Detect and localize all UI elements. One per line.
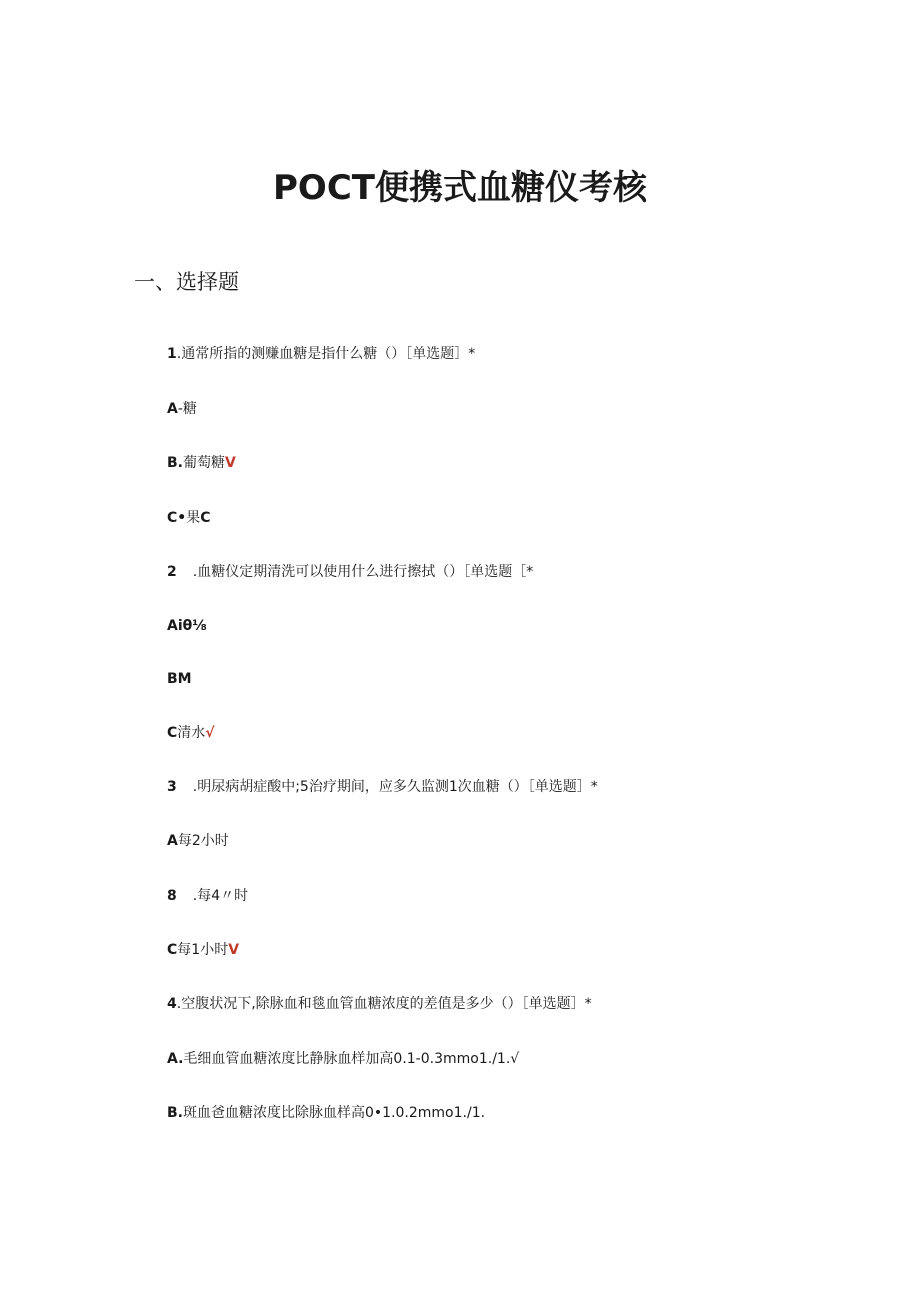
option-text: 清水 (177, 725, 206, 741)
option-label: B. (167, 455, 183, 471)
option-suffix: C (200, 510, 211, 526)
question-number: 1 (167, 346, 177, 362)
option-3c (167, 940, 239, 960)
question-number: 2 (167, 564, 177, 580)
option-text: 每2小时 (177, 833, 229, 849)
option-1b (167, 453, 236, 473)
option-4a (167, 1049, 519, 1069)
question-text: .通常所指的测赚血糖是指什么糖（）［单选题］* (176, 346, 476, 362)
option-text: -糖 (177, 401, 197, 417)
option-text: .每4〃时 (192, 888, 249, 904)
option-2b: BM (167, 671, 192, 687)
question-number: 4 (167, 996, 177, 1012)
correct-mark-icon: V (225, 455, 236, 471)
option-2a: Aiθ⅛ (167, 618, 207, 634)
option-label: A (167, 401, 178, 417)
question-number: 3 (167, 779, 177, 795)
question-text: .明尿病胡症酸中;5治疗期间，应多久监测1次血糖（）［单选题］* (192, 779, 598, 795)
option-label: A. (167, 1051, 184, 1067)
option-text: 葡萄糖 (183, 455, 225, 471)
question-text: .空腹状况下,除脉血和毯血管血糖浓度的差值是多少（）［单选题］* (176, 996, 592, 1012)
option-3b (167, 886, 248, 906)
option-label: B. (167, 1105, 183, 1121)
correct-mark-icon: √ (205, 725, 215, 741)
option-label: C (167, 942, 178, 958)
question-4 (167, 994, 592, 1014)
option-1a (167, 399, 197, 419)
correct-mark-icon: V (228, 942, 240, 958)
section-heading: 一、选择题 (134, 270, 239, 294)
option-number: 8 (167, 888, 177, 904)
option-text: 果 (186, 510, 201, 526)
option-label: A (167, 833, 178, 849)
option-text: 斑血爸血糖浓度比除脉血样高0•1.0.2mmo1./1. (183, 1105, 486, 1121)
question-1 (167, 344, 475, 364)
question-2 (167, 562, 533, 582)
question-text: .血糖仪定期清洗可以使用什么进行擦拭（）［单选题［* (192, 564, 534, 580)
option-text: 毛细血管血糖浓度比静脉血样加高0.1-0.3mmo1./1.√ (183, 1051, 520, 1067)
option-label: C• (167, 510, 187, 526)
option-label: C (167, 725, 178, 741)
option-1c (167, 508, 211, 528)
option-text: 每1小时 (177, 942, 229, 958)
page-title: POCT便携式血糖仪考核 (273, 168, 647, 208)
option-4b (167, 1103, 485, 1123)
option-3a (167, 831, 229, 851)
option-2c (167, 723, 215, 743)
question-3 (167, 777, 598, 797)
